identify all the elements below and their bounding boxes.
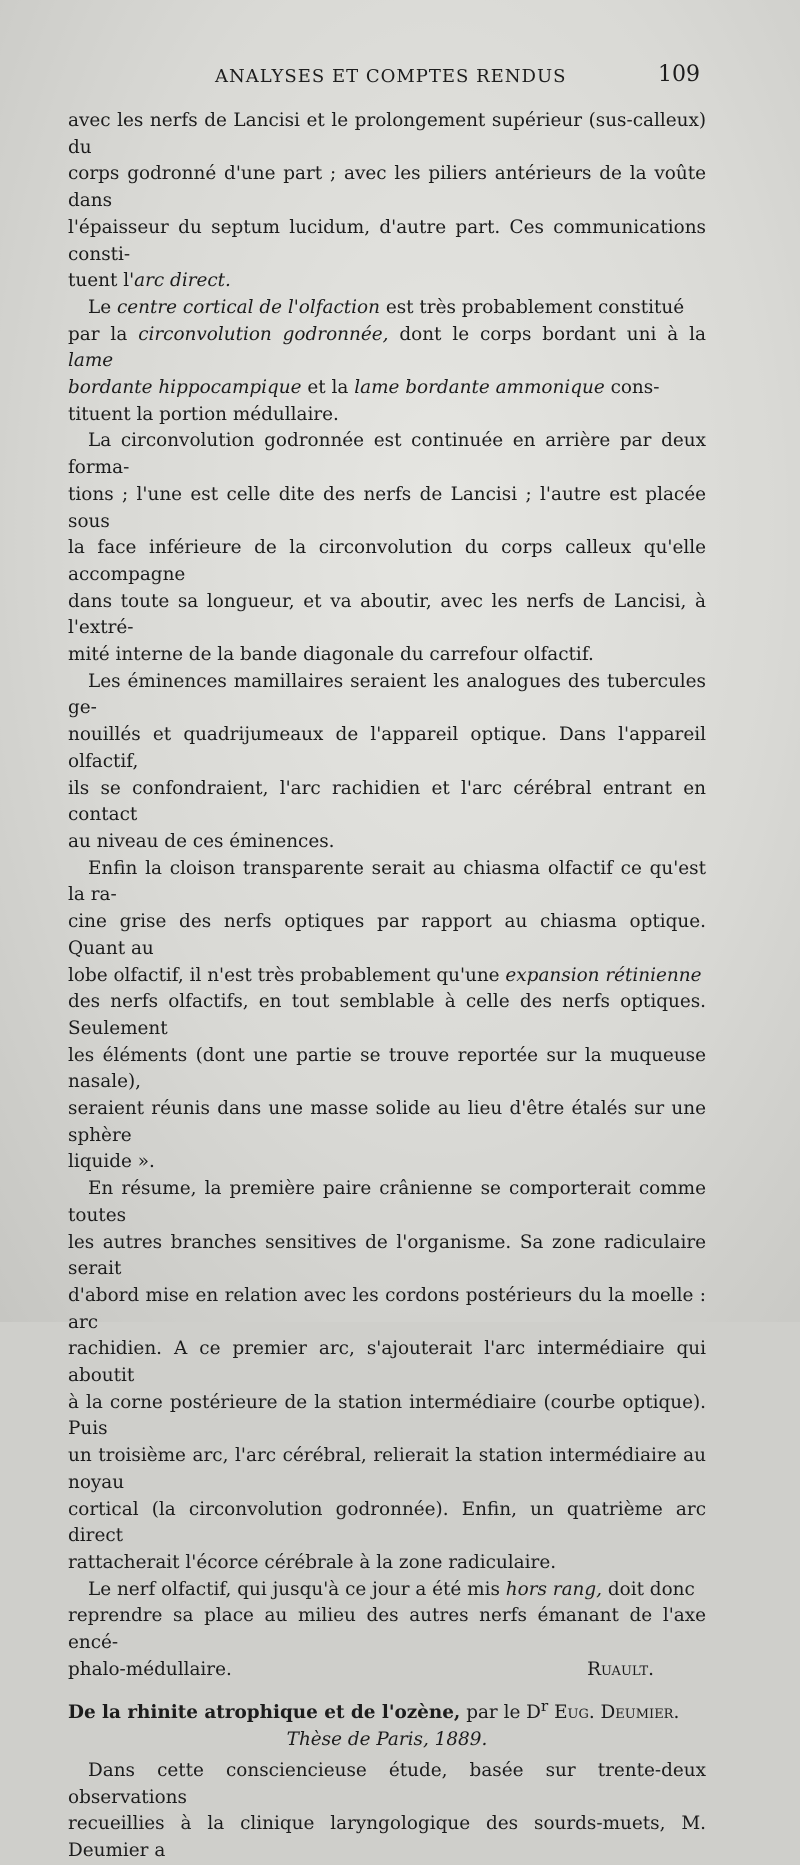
paragraph [68, 428, 706, 668]
text-run: doit donc [602, 1578, 695, 1600]
paragraph [68, 669, 706, 856]
text-run: Le [88, 296, 117, 318]
running-title: ANALYSES ET COMPTES RENDUS [215, 66, 567, 87]
italic-term: expansion rétinienne [505, 964, 702, 986]
author-signature: Ruault. [587, 1658, 654, 1680]
text-line: la face inférieure de la circonvolution du corps calleux qu'elle accompagne [68, 537, 706, 585]
text-line: avec les nerfs de Lancisi et le prolongement supérieur (sus-calleux) du [68, 110, 706, 158]
thesis-info: Thèse de Paris, 1889. [286, 1729, 488, 1751]
thesis-line [68, 1727, 706, 1754]
italic-term: bordante hippocampique [68, 377, 302, 399]
text-run: est très probablement constitué [379, 296, 685, 318]
text-line: tuent l' [68, 270, 135, 292]
paragraph [68, 295, 706, 429]
text-line: rachidien. A ce premier arc, s'ajouterait l'arc intermédiaire qui aboutit [68, 1338, 706, 1387]
text-line: dans toute sa longueur, et va aboutir, avec les nerfs de Lancisi, à l'extré- [68, 590, 706, 639]
article-body [68, 108, 706, 1865]
text-line: cortical (la circonvolution godronnée). Enfin, un quatrième arc direct [68, 1498, 706, 1547]
text-line: En résume, la première paire crânienne se comporterait comme toutes [68, 1178, 706, 1226]
text-line: mité interne de la bande diagonale du carrefour olfactif. [68, 644, 594, 666]
text-line: un troisième arc, l'arc cérébral, relierait la station intermédiaire au noyau [68, 1445, 706, 1493]
paragraph [68, 856, 706, 1176]
text-line: liquide ». [68, 1151, 155, 1173]
text-line: phalo-médullaire. [68, 1658, 232, 1680]
paragraph [68, 1176, 706, 1577]
text-line: au niveau de ces éminences. [68, 830, 335, 852]
text-line: rattacherait l'écorce cérébrale à la zone radiculaire. [68, 1551, 557, 1573]
text-line: Dans cette consciencieuse étude, basée sur trente-deux observations [68, 1760, 706, 1808]
text-line: reprendre sa place au milieu des autres nerfs émanant de l'axe encé- [68, 1605, 706, 1654]
italic-term: hors rang, [505, 1578, 602, 1600]
text-line: les autres branches sensitives de l'organisme. Sa zone radiculaire serait [68, 1231, 706, 1280]
text-line: des nerfs olfactifs, en tout semblable à celle des nerfs optiques. Seulement [68, 991, 706, 1039]
italic-term: lame [68, 350, 114, 372]
italic-term: lame bordante ammonique [354, 377, 605, 399]
text-line: nouillés et quadrijumeaux de l'appareil optique. Dans l'appareil olfactif, [68, 724, 706, 772]
text-line: l'épaisseur du septum lucidum, d'autre part. Ces communications consti- [68, 216, 706, 265]
page-header [70, 62, 706, 92]
text-line: cine grise des nerfs optiques par rapport au chiasma optique. Quant au [68, 911, 706, 959]
text-line: tituent la portion médullaire. [68, 403, 339, 425]
text-run: Le nerf olfactif, qui jusqu'à ce jour a été mis [88, 1578, 506, 1600]
text-line: La circonvolution godronnée est continuée en arrière par deux forma- [68, 430, 706, 479]
text-run: cons- [604, 377, 660, 399]
text-run: par le D [460, 1702, 541, 1724]
text-run: et la [301, 377, 355, 399]
italic-term: centre cortical de l'olfaction [116, 296, 380, 318]
text-line: tions ; l'une est celle dite des nerfs de Lancisi ; l'autre est placée sous [68, 483, 706, 532]
italic-term: arc direct. [134, 270, 231, 292]
text-line: Enfin la cloison transparente serait au chiasma olfactif ce qu'est la ra- [68, 857, 706, 906]
text-line: d'abord mise en relation avec les cordons postérieurs du la moelle : arc [68, 1284, 706, 1333]
text-line: seraient réunis dans une masse solide au lieu d'être étalés sur une sphère [68, 1098, 706, 1146]
paragraph [68, 1577, 706, 1684]
text-line: ils se confondraient, l'arc rachidien et l'arc cérébral entrant en contact [68, 777, 706, 826]
text-line: Les éminences mamillaires seraient les analogues des tubercules ge- [68, 670, 706, 719]
text-line: les éléments (dont une partie se trouve reportée sur la muqueuse nasale), [68, 1044, 706, 1093]
text-run: par la [68, 323, 139, 345]
paragraph [68, 108, 706, 295]
review-heading [68, 1693, 706, 1727]
text-run: lobe olfactif, il n'est très probablement qu'une [68, 964, 506, 986]
superscript: r [540, 1697, 549, 1716]
paragraph [68, 1758, 706, 1865]
text-run: dont le corps bordant uni à la [388, 323, 706, 345]
italic-term: circonvolution godronnée, [138, 323, 389, 345]
text-line: corps godronné d'une part ; avec les piliers antérieurs de la voûte dans [68, 163, 706, 212]
text-line: à la corne postérieure de la station intermédiaire (courbe optique). Puis [68, 1391, 706, 1440]
text-line: recueillies à la clinique laryngologique des sourds-muets, M. Deumier a [68, 1813, 706, 1862]
page-number: 109 [658, 62, 700, 87]
review-author: Eug. Deumier. [548, 1702, 680, 1724]
review-title: De la rhinite atrophique et de l'ozène, [68, 1702, 461, 1724]
